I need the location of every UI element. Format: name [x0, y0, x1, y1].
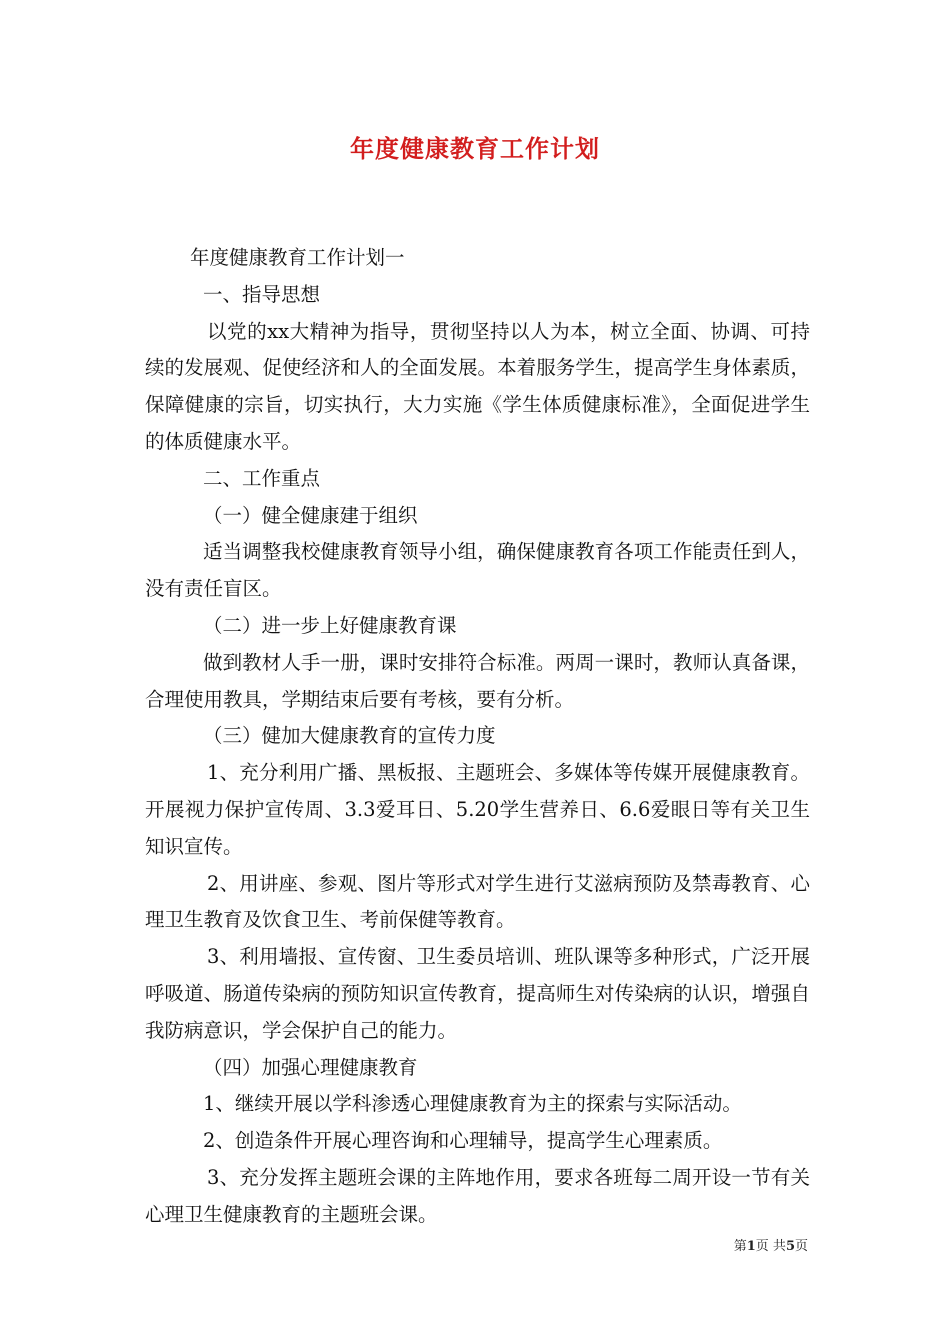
- document-body: [145, 240, 810, 1234]
- section-heading-work-focus: 二、工作重点: [203, 466, 321, 490]
- subheading-mental-health: （四）加强心理健康教育: [203, 1055, 418, 1079]
- list-item-publicity-1: 1、充分利用广播、黑板报、主题班会、多媒体等传媒开展健康教育。开展视力保护宣传周、3.3爱耳日、5.20学生营养日、6.6爱眼日等有关卫生知识宣传。: [145, 761, 810, 858]
- list-item-publicity-2: 2、用讲座、参观、图片等形式对学生进行艾滋病预防及禁毒教育、心理卫生教育及饮食卫生、考前保健等教育。: [145, 871, 810, 932]
- subheading-organization: （一）健全健康建于组织: [203, 503, 418, 527]
- paragraph-organization: 适当调整我校健康教育领导小组，确保健康教育各项工作能责任到人，没有责任盲区。: [145, 540, 810, 601]
- document-title: 年度健康教育工作计划: [350, 135, 600, 163]
- section-heading-guiding-ideology: 一、指导思想: [203, 282, 321, 306]
- list-item-mental-health-2: 2、创造条件开展心理咨询和心理辅导，提高学生心理素质。: [203, 1129, 723, 1153]
- footer-current-page: 1: [746, 1239, 756, 1254]
- list-item-mental-health-1: 1、继续开展以学科渗透心理健康教育为主的探索与实际活动。: [203, 1092, 742, 1116]
- list-item-publicity-3: 3、利用墙报、宣传窗、卫生委员培训、班队课等多种形式，广泛开展呼吸道、肠道传染病的预防知识宣传教育，提高师生对传染病的认识，增强自我防病意识，学会保护自己的能力。: [145, 945, 810, 1042]
- subheading-publicity: （三）健加大健康教育的宣传力度: [203, 724, 496, 748]
- subheading-health-class: （二）进一步上好健康教育课: [203, 613, 457, 637]
- list-item-mental-health-3: 3、充分发挥主题班会课的主阵地作用，要求各班每二周开设一节有关心理卫生健康教育的主题班会课。: [145, 1165, 810, 1226]
- footer-total-pages: 5: [785, 1239, 795, 1254]
- footer-middle: 页 共: [755, 1239, 786, 1254]
- paragraph-guiding-ideology: 以党的xx大精神为指导，贯彻坚持以人为本，树立全面、协调、可持续的发展观、促使经济和人的全面发展。本着服务学生，提高学生身体素质，保障健康的宗旨，切实执行，大力实施《学生体质健康标准》，全面促进学生的体质健康水平。: [145, 319, 810, 453]
- section-heading-plan-one: 年度健康教育工作计划一: [190, 246, 405, 269]
- paragraph-health-class: 做到教材人手一册，课时安排符合标准。两周一课时，教师认真备课，合理使用教具，学期结束后要有考核，要有分析。: [145, 650, 810, 711]
- page-footer: [0, 1238, 808, 1256]
- footer-suffix: 页: [794, 1239, 808, 1254]
- footer-prefix: 第: [733, 1239, 747, 1254]
